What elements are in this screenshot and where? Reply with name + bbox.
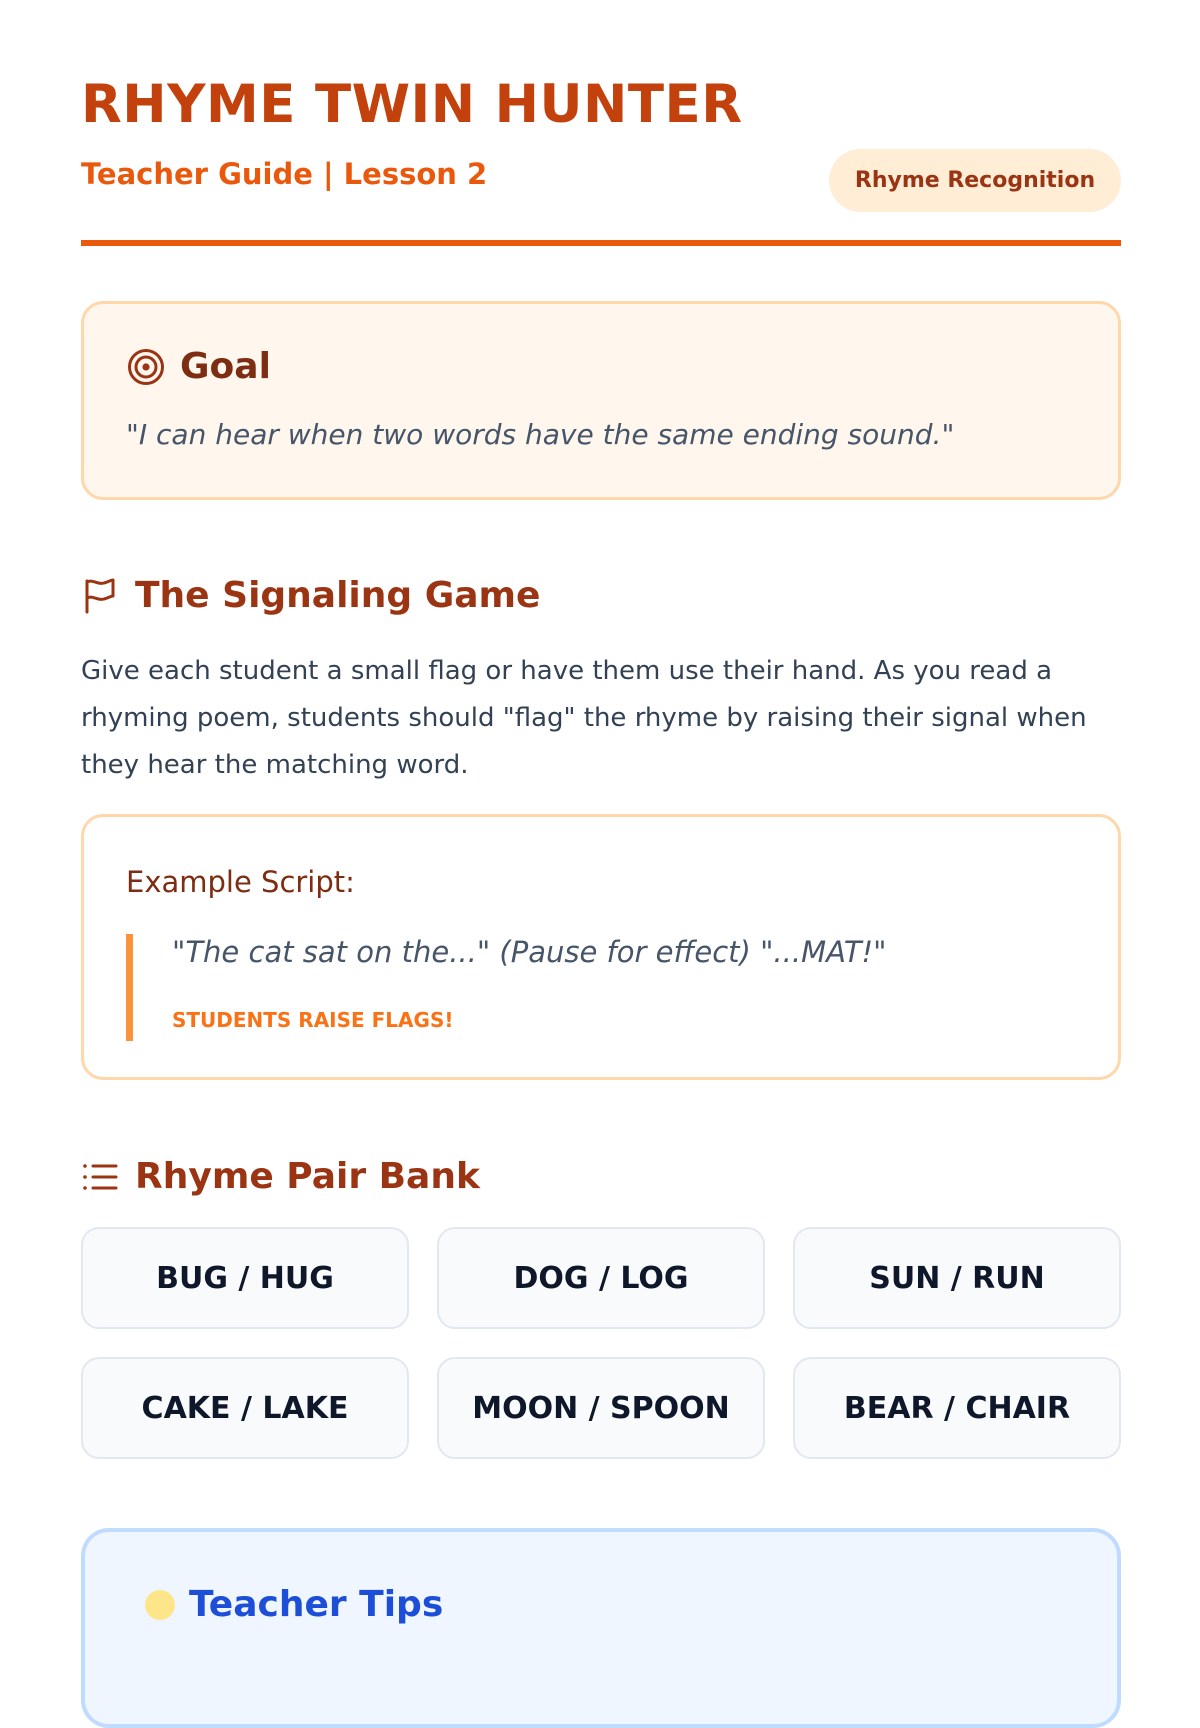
page-title: RHYME TWIN HUNTER [81,74,743,135]
signaling-title: The Signaling Game [135,575,541,616]
goal-quote: "I can hear when two words have the same ending sound." [126,418,955,451]
pair-bank-header [81,1156,480,1197]
tips-card [81,1528,1121,1728]
goal-card [81,301,1121,500]
signaling-header [81,575,540,616]
rhyme-pair: SUN / RUN [793,1227,1121,1329]
signaling-description: Give each student a small flag or have them use their hand. As you read a rhyming poem, students should "flag" the rhyme by raising their signal when they hear the matching word. [81,656,1087,780]
header-divider [81,240,1121,246]
rhyme-pair: DOG / LOG [437,1227,765,1329]
target-icon [126,347,166,387]
script-label: Example Script: [126,865,355,899]
list-icon [81,1158,119,1196]
flag-icon [81,577,119,615]
goal-title: Goal [180,346,271,387]
topic-badge: Rhyme Recognition [829,149,1121,212]
pair-grid [81,1227,1121,1459]
script-cue: STUDENTS RAISE FLAGS! [172,1008,454,1032]
rhyme-pair: BEAR / CHAIR [793,1357,1121,1459]
goal-header [126,346,271,387]
script-line: "The cat sat on the..." (Pause for effect) "...MAT!" [172,935,887,969]
lesson-page [81,0,1121,1625]
script-accent-bar [126,934,133,1041]
pair-bank-title: Rhyme Pair Bank [135,1156,480,1197]
lightbulb-icon [145,1590,175,1620]
rhyme-pair: BUG / HUG [81,1227,409,1329]
rhyme-pair: MOON / SPOON [437,1357,765,1459]
page-subtitle: Teacher Guide | Lesson 2 [81,157,488,191]
script-card [81,814,1121,1080]
rhyme-pair: CAKE / LAKE [81,1357,409,1459]
tips-header [145,1584,443,1625]
tips-title: Teacher Tips [189,1584,444,1625]
